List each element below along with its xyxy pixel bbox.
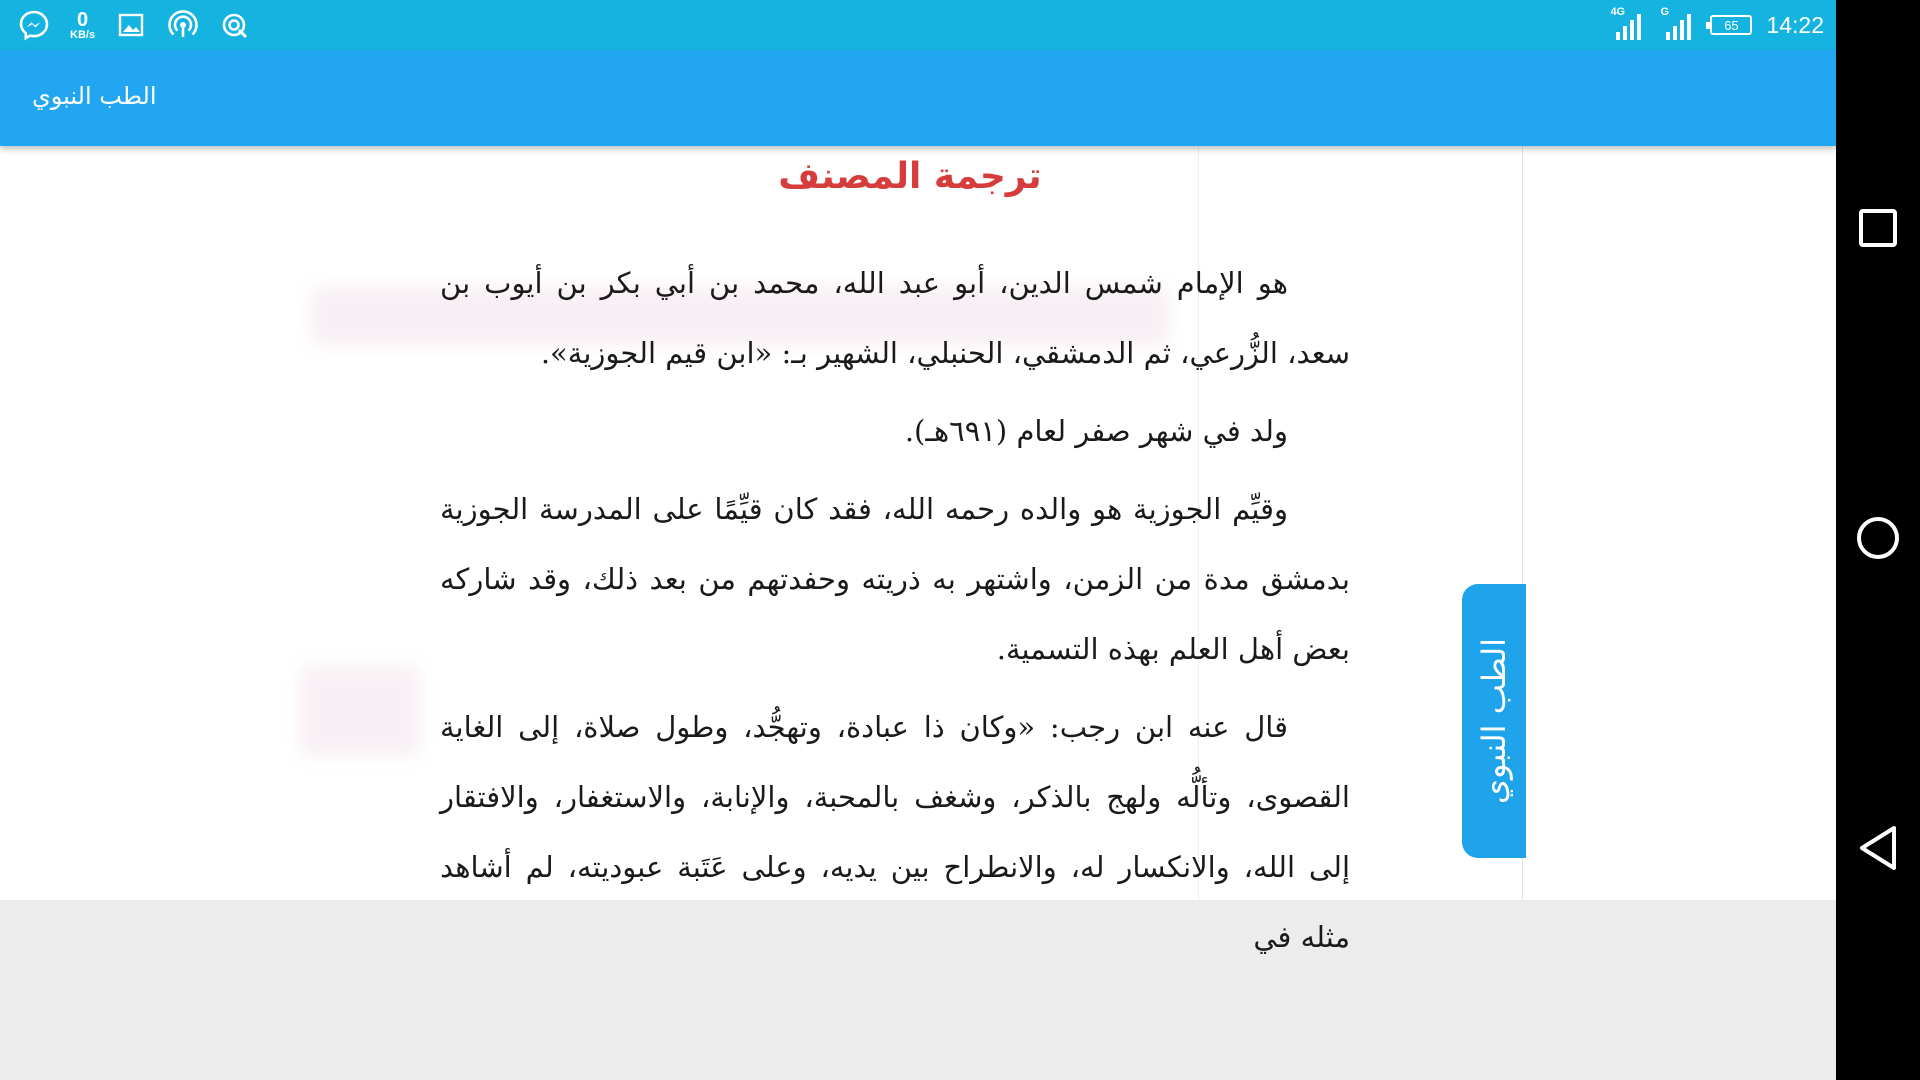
net-speed-value: 0	[76, 8, 89, 31]
battery-level: 65	[1724, 17, 1739, 33]
image-icon	[115, 9, 147, 41]
app-bar	[0, 50, 1836, 146]
battery-icon	[1710, 15, 1752, 35]
home-button[interactable]	[1836, 498, 1920, 582]
square-icon	[1858, 208, 1898, 252]
recents-button[interactable]	[1836, 188, 1920, 272]
status-bar	[0, 0, 1836, 50]
side-bookmark-tab[interactable]	[1462, 584, 1526, 858]
paragraph: وقيِّم الجوزية هو والده رحمه الله، فقد كان قيِّمًا على المدرسة الجوزية بدمشق مدة من الزمن، واشتهر به ذريته وحفدتهم من بعد ذلك، وقد شاركه بعض أهل العلم بهذه التسمية.	[440, 492, 1350, 666]
triangle-back-icon	[1856, 824, 1900, 876]
signal-g-icon	[1660, 6, 1696, 40]
navigation-bar	[1836, 0, 1920, 1080]
page-bleed-through	[300, 666, 420, 756]
signal2-label: G	[1660, 6, 1669, 18]
sync-icon	[219, 9, 251, 41]
paragraph: هو الإمام شمس الدين، أبو عبد الله، محمد بن أبي بكر بن أيوب بن سعد، الزُّرعي، ثم الدمشقي، الحنبلي، الشهير بـ: «ابن قيم الجوزية».	[440, 266, 1350, 370]
status-icons-left	[18, 8, 251, 42]
signal-4g-icon	[1610, 6, 1646, 40]
net-speed-unit: KB/s	[70, 28, 96, 41]
back-button[interactable]	[1836, 808, 1920, 892]
status-time: 14:22	[1766, 11, 1824, 38]
page-body	[440, 248, 1350, 980]
page-heading: ترجمة المصنف	[778, 156, 1042, 197]
book-page-view[interactable]	[0, 146, 1836, 954]
signal1-label: 4G	[1610, 6, 1626, 18]
paragraph: ولد في شهر صفر لعام (٦٩١هـ).	[904, 414, 1288, 448]
messenger-icon	[18, 9, 50, 41]
circle-icon	[1855, 515, 1901, 565]
network-speed	[70, 10, 95, 41]
app-title: الطب النبوي	[32, 82, 157, 110]
hotspot-icon	[167, 9, 199, 41]
paragraph: قال عنه ابن رجب: «وكان ذا عبادة، وتهجُّد، وطول صلاة، إلى الغاية القصوى، وتألُّه ولهج بالذكر، وشغف بالمحبة، والإنابة، والاستغفار، والافتقار إلى الله، والانكسار له، والانطراح بين يديه، وعلى عَتَبة عبوديته، لم أشاهد مثله في	[440, 710, 1350, 954]
status-icons-right	[1610, 6, 1824, 44]
side-tab-label: الطب النبوي	[1475, 637, 1514, 805]
